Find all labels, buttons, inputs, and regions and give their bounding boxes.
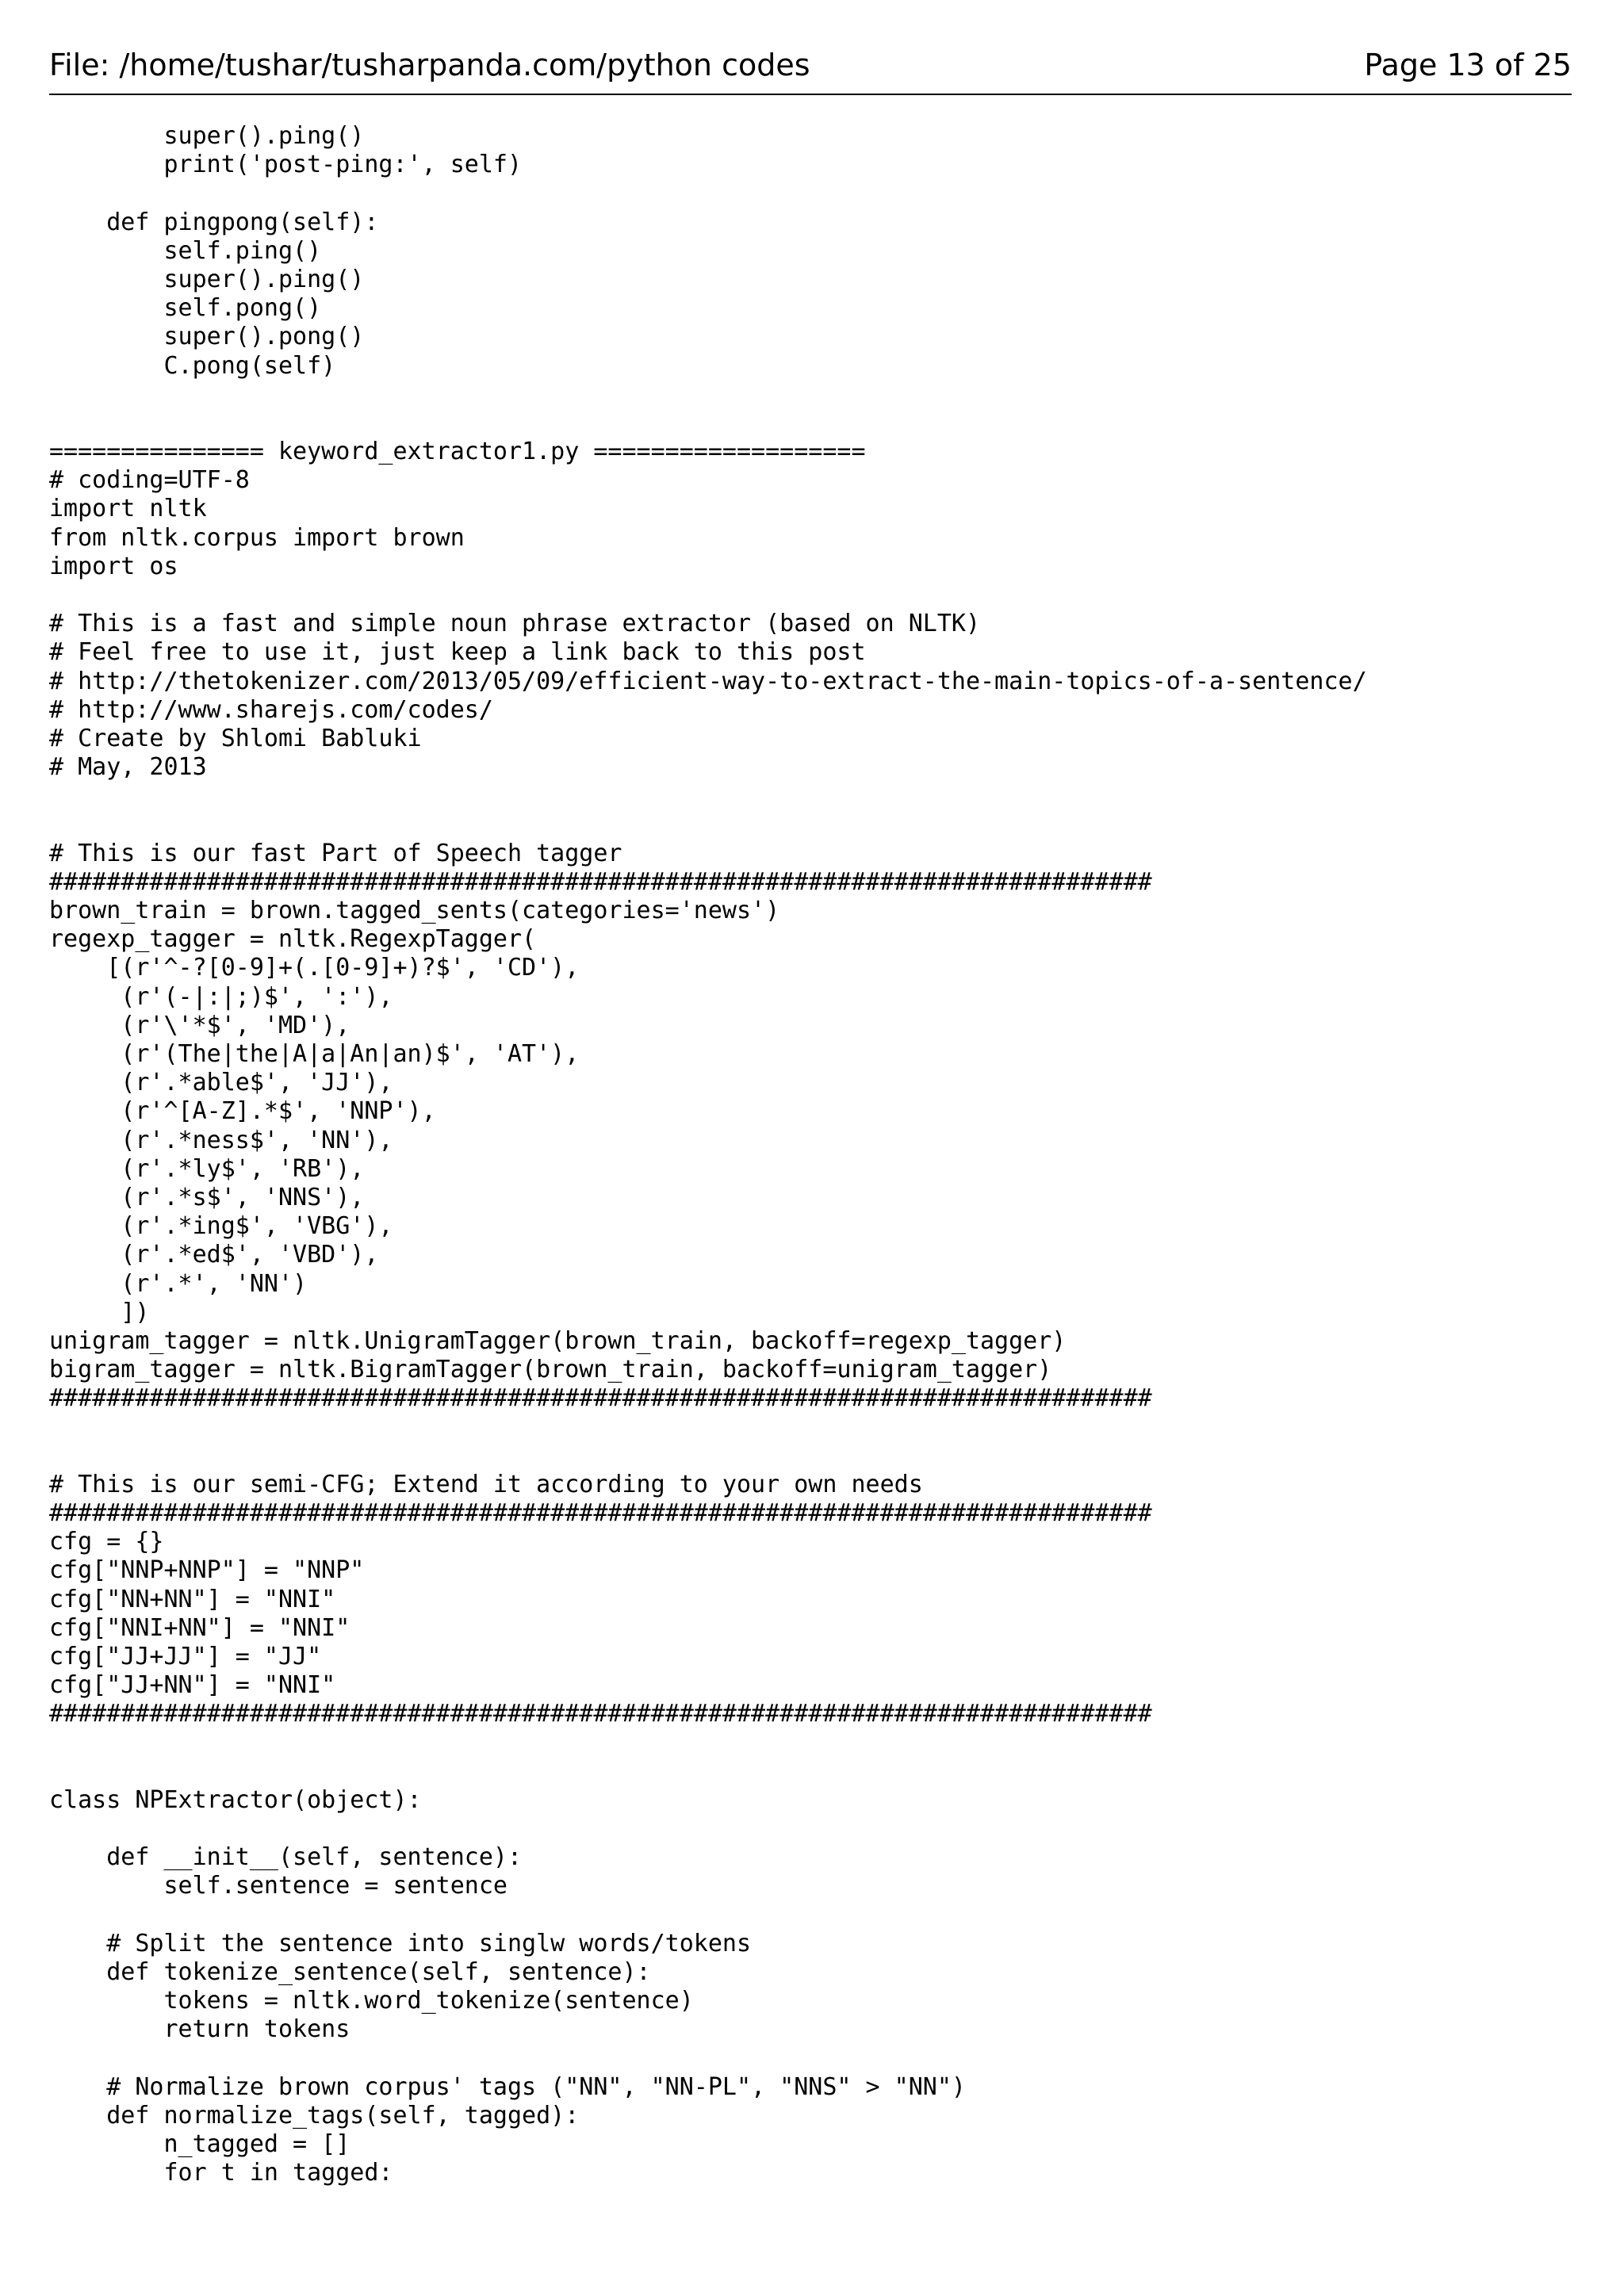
code-line: ]): [49, 1298, 150, 1326]
code-line: [49, 581, 1572, 610]
code-line: # http://www.sharejs.com/codes/: [49, 695, 493, 724]
code-line: # This is our semi-CFG; Extend it according to your own needs: [49, 1470, 923, 1498]
code-line: cfg["NNI+NN"] = "NNI": [49, 1613, 350, 1642]
code-line: def normalize_tags(self, tagged):: [49, 2101, 580, 2130]
code-line: # coding=UTF-8: [49, 466, 250, 495]
code-line: self.pong(): [49, 294, 322, 323]
code-listing: [49, 122, 1572, 2188]
code-line: cfg["NN+NN"] = "NNI": [49, 1585, 336, 1613]
code-line: cfg["JJ+NN"] = "NNI": [49, 1671, 336, 1700]
code-line: bigram_tagger = nltk.BigramTagger(brown_train, backoff=unigram_tagger): [49, 1356, 1052, 1384]
code-line: [49, 1442, 1572, 1471]
code-line: [49, 782, 1572, 810]
code-line: # This is a fast and simple noun phrase extractor (based on NLTK): [49, 610, 980, 638]
code-line: for t in tagged:: [49, 2159, 393, 2187]
code-line: def __init__(self, sentence):: [49, 1843, 523, 1872]
code-line: (r'(The|the|A|a|An|an)$', 'AT'),: [49, 1040, 580, 1068]
code-line: class NPExtractor(object):: [49, 1785, 422, 1814]
code-line: (r'.*s$', 'NNS'),: [49, 1183, 365, 1211]
page-header: [49, 41, 1572, 95]
code-line: super().pong(): [49, 323, 365, 351]
code-line: #############################################################################: [49, 867, 1152, 896]
code-line: def pingpong(self):: [49, 208, 379, 236]
code-line: (r'.*ly$', 'RB'),: [49, 1154, 365, 1183]
code-line: =============== keyword_extractor1.py ===================: [49, 438, 866, 466]
code-line: (r'\'*$', 'MD'),: [49, 1011, 350, 1039]
code-line: from nltk.corpus import brown: [49, 523, 465, 552]
code-line: (r'(-|:|;)$', ':'),: [49, 982, 393, 1011]
code-line: super().ping(): [49, 122, 365, 150]
code-line: [49, 381, 1572, 409]
file-path-label: File: /home/tushar/tusharpanda.com/python codes: [49, 48, 810, 82]
code-line: tokens = nltk.word_tokenize(sentence): [49, 1987, 694, 2015]
code-line: cfg = {}: [49, 1528, 164, 1556]
code-line: # May, 2013: [49, 753, 207, 782]
code-line: [49, 1413, 1572, 1441]
code-line: import nltk: [49, 495, 207, 523]
code-line: [49, 2045, 1572, 2073]
code-line: self.sentence = sentence: [49, 1872, 508, 1900]
code-line: cfg["NNP+NNP"] = "NNP": [49, 1556, 365, 1585]
code-line: #############################################################################: [49, 1384, 1152, 1413]
code-line: [49, 811, 1572, 840]
code-line: [49, 1758, 1572, 1786]
code-line: brown_train = brown.tagged_sents(categories='news'): [49, 897, 780, 925]
code-line: print('post-ping:', self): [49, 151, 523, 179]
page-number: Page 13 of 25: [1364, 48, 1572, 82]
code-line: cfg["JJ+JJ"] = "JJ": [49, 1642, 322, 1670]
code-line: # Normalize brown corpus' tags ("NN", "NN-PL", "NNS" > "NN"): [49, 2072, 966, 2101]
code-line: (r'.*able$', 'JJ'),: [49, 1069, 393, 1097]
code-line: unigram_tagger = nltk.UnigramTagger(brown_train, backoff=regexp_tagger): [49, 1326, 1067, 1355]
code-line: regexp_tagger = nltk.RegexpTagger(: [49, 925, 537, 954]
code-line: [(r'^-?[0-9]+(.[0-9]+)?$', 'CD'),: [49, 954, 580, 982]
code-line: # http://thetokenizer.com/2013/05/09/efficient-way-to-extract-the-main-topics-of-a-sentence/: [49, 667, 1367, 695]
code-line: [49, 1901, 1572, 1930]
code-line: super().ping(): [49, 265, 365, 293]
code-line: [49, 409, 1572, 438]
code-line: [49, 179, 1572, 208]
code-line: [49, 1729, 1572, 1758]
code-line: #############################################################################: [49, 1499, 1152, 1527]
code-line: # Feel free to use it, just keep a link back to this post: [49, 638, 866, 667]
code-line: # Split the sentence into singlw words/tokens: [49, 1929, 752, 1957]
code-line: import os: [49, 552, 178, 580]
code-line: (r'.*ing$', 'VBG'),: [49, 1212, 393, 1241]
code-line: self.ping(): [49, 236, 322, 265]
code-line: return tokens: [49, 2015, 350, 2044]
code-line: #############################################################################: [49, 1700, 1152, 1728]
code-line: # This is our fast Part of Speech tagger: [49, 839, 622, 867]
code-line: C.pong(self): [49, 351, 336, 380]
code-line: (r'.*ed$', 'VBD'),: [49, 1241, 379, 1269]
code-line: (r'.*', 'NN'): [49, 1269, 308, 1298]
code-line: (r'.*ness$', 'NN'),: [49, 1126, 393, 1154]
code-line: # Create by Shlomi Babluki: [49, 724, 422, 752]
code-line: def tokenize_sentence(self, sentence):: [49, 1958, 651, 1986]
code-line: n_tagged = []: [49, 2130, 350, 2159]
code-line: (r'^[A-Z].*$', 'NNP'),: [49, 1097, 436, 1126]
code-line: [49, 1815, 1572, 1843]
